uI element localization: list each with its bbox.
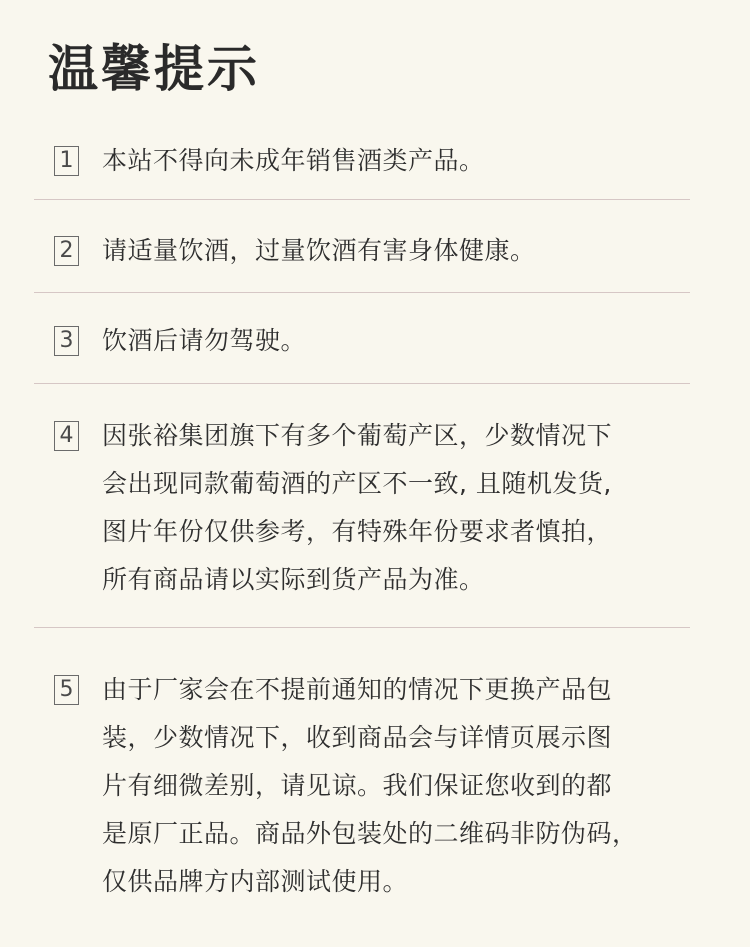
notice-text xyxy=(102,666,687,906)
divider xyxy=(34,292,690,293)
notice-line: 装，少数情况下，收到商品会与详情页展示图 xyxy=(102,723,613,752)
notice-line: 由于厂家会在不提前通知的情况下更换产品包 xyxy=(102,675,613,704)
notice-line: 饮酒后请勿驾驶。 xyxy=(102,326,307,355)
notice-text xyxy=(102,317,687,365)
notice-line: 本站不得向未成年销售酒类产品。 xyxy=(102,146,485,175)
notice-number-box: 1 xyxy=(54,146,79,176)
notice-number-box: 3 xyxy=(54,326,79,356)
notice-line: 图片年份仅供参考，有特殊年份要求者慎拍， xyxy=(102,517,613,546)
notice-line: 片有细微差别，请见谅。我们保证您收到的都 xyxy=(102,771,613,800)
notice-text xyxy=(102,137,687,185)
notice-number-box: 5 xyxy=(54,675,79,705)
notice-number-box: 4 xyxy=(54,421,79,451)
notice-text xyxy=(102,412,687,604)
notice-number-box: 2 xyxy=(54,236,79,266)
notice-line: 是原厂正品。商品外包装处的二维码非防伪码， xyxy=(102,819,638,848)
notice-line: 请适量饮酒，过量饮酒有害身体健康。 xyxy=(102,236,536,265)
notice-line: 仅供品牌方内部测试使用。 xyxy=(102,867,409,896)
divider xyxy=(34,383,690,384)
divider xyxy=(34,199,690,200)
page-title: 温馨提示 xyxy=(48,40,260,98)
divider xyxy=(34,627,690,628)
notice-line: 会出现同款葡萄酒的产区不一致, 且随机发货, xyxy=(102,469,612,498)
notice-line: 所有商品请以实际到货产品为准。 xyxy=(102,565,485,594)
notice-text xyxy=(102,227,687,275)
notice-line: 因张裕集团旗下有多个葡萄产区，少数情况下 xyxy=(102,421,613,450)
